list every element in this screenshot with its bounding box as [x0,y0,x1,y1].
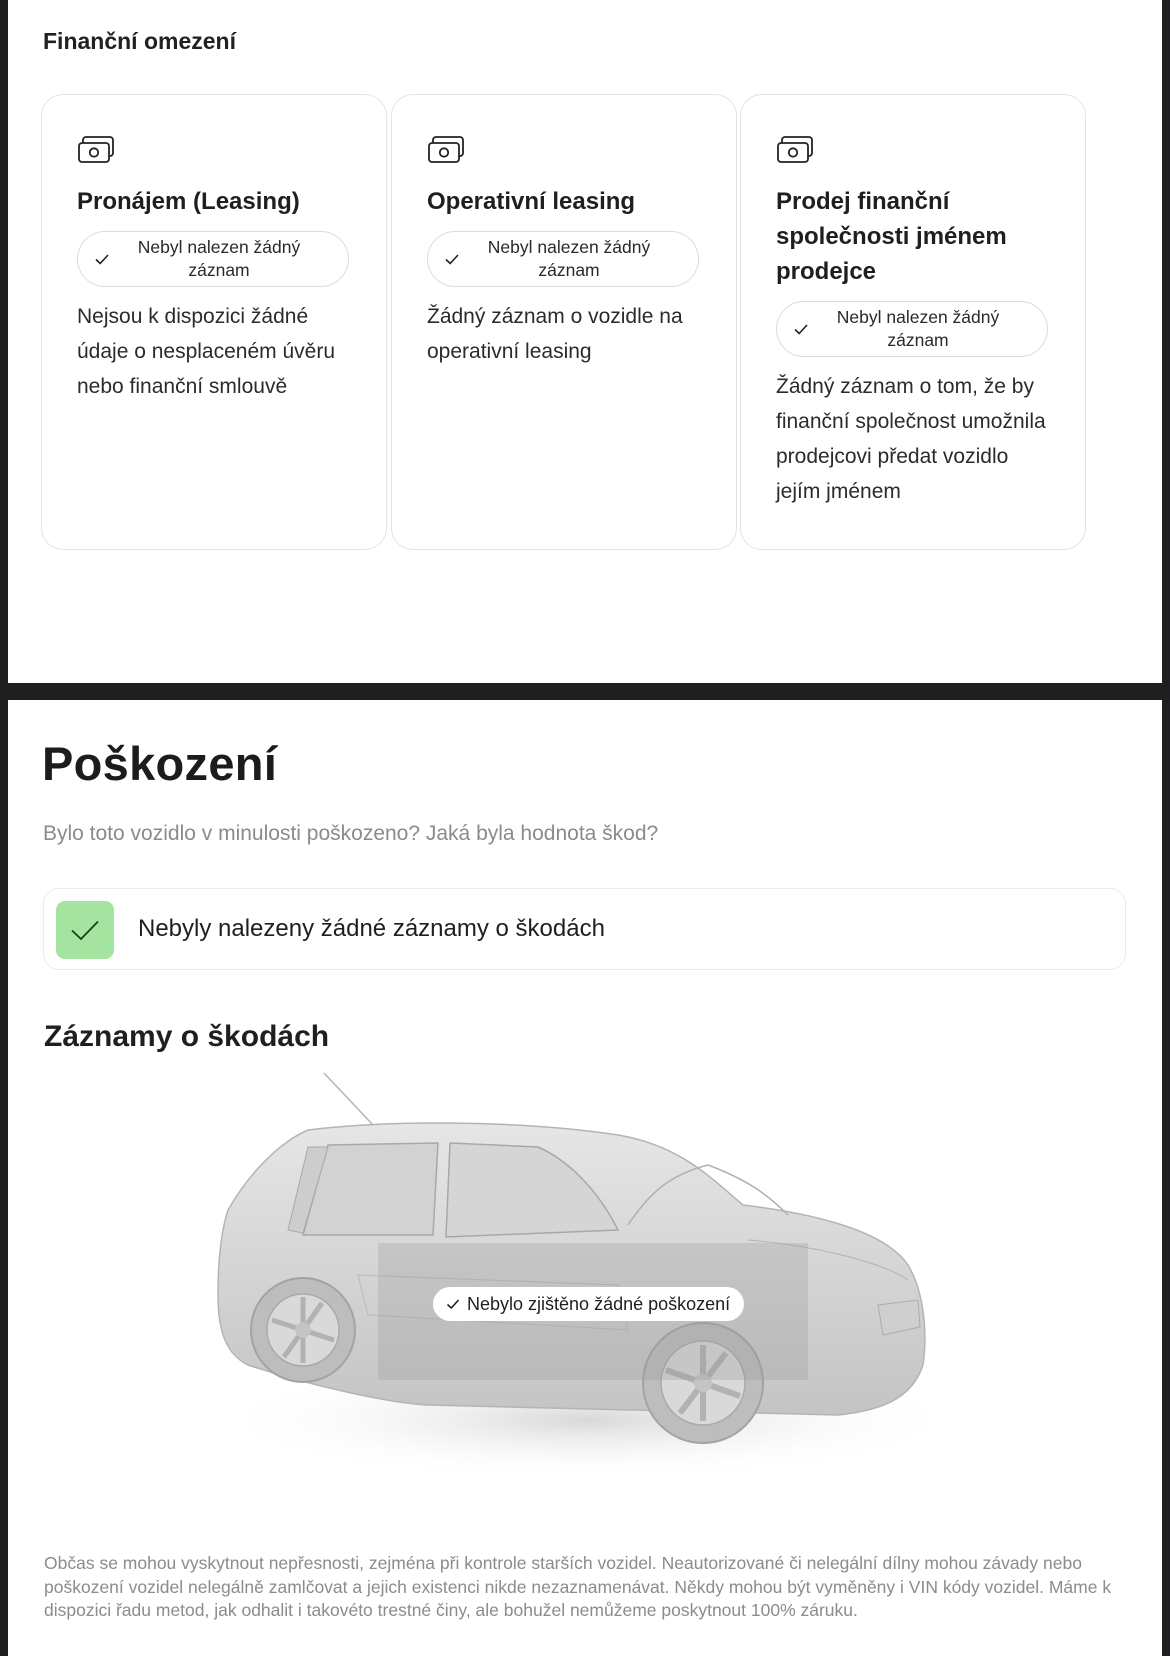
status-badge [427,231,699,287]
check-icon [92,249,112,269]
section-title: Finanční omezení [43,28,236,54]
check-icon [445,1296,461,1312]
card-description: Nejsou k dispozici žádné údaje o nesplaceném úvěru nebo finanční smlouvě [77,305,336,398]
page-title: Poškození [42,737,278,790]
damage-status-badge [433,1287,744,1321]
status-text: Nebyl nalezen žádný záznam [487,237,651,280]
money-icon [776,135,814,165]
card-leasing [41,94,387,550]
card-finance-company-sale [740,94,1086,550]
damage-status-text: Nebylo zjištěno žádné poškození [467,1293,731,1314]
card-title: Prodej finanční společnosti jménem prodejce [776,188,1007,285]
card-description: Žádný záznam o vozidle na operativní leasing [427,305,683,363]
status-badge [776,301,1048,357]
status-text: Nebyl nalezen žádný záznam [137,237,301,280]
damage-panel [8,700,1162,1656]
damage-result [43,888,1126,970]
disclaimer: Občas se mohou vyskytnout nepřesnosti, zejména při kontrole starších vozidel. Neautorizované či nelegální dílny mohou závady nebo poškození vozidel nelegálně zamlčovat a jejich existenci nikde nezaznamenávat. Někdy mohou být vyměněny i VIN kódy vozidel. Máme k dispozici řadu metod, jak odhalit i takovéto trestné činy, ale bohužel nemůžeme poskytnout 100% záruku. [44,1553,1112,1620]
success-check-icon [56,901,114,959]
records-title: Záznamy o škodách [44,1020,330,1053]
money-icon [427,135,465,165]
card-title: Pronájem (Leasing) [77,188,300,215]
check-icon [442,249,462,269]
money-icon [77,135,115,165]
check-icon [791,319,811,339]
card-operational-leasing [391,94,737,550]
status-badge [77,231,349,287]
status-text: Nebyl nalezen žádný záznam [836,307,1000,350]
card-title: Operativní leasing [427,188,636,215]
car-illustration [188,1065,968,1490]
subtitle: Bylo toto vozidlo v minulosti poškozeno? Jaká byla hodnota škod? [43,822,659,845]
card-description: Žádný záznam o tom, že by finanční společnost umožnila prodejcovi předat vozidlo jejím jménem [776,375,1046,503]
financial-restrictions-panel [8,0,1162,683]
result-text: Nebyly nalezeny žádné záznamy o škodách [138,915,605,942]
